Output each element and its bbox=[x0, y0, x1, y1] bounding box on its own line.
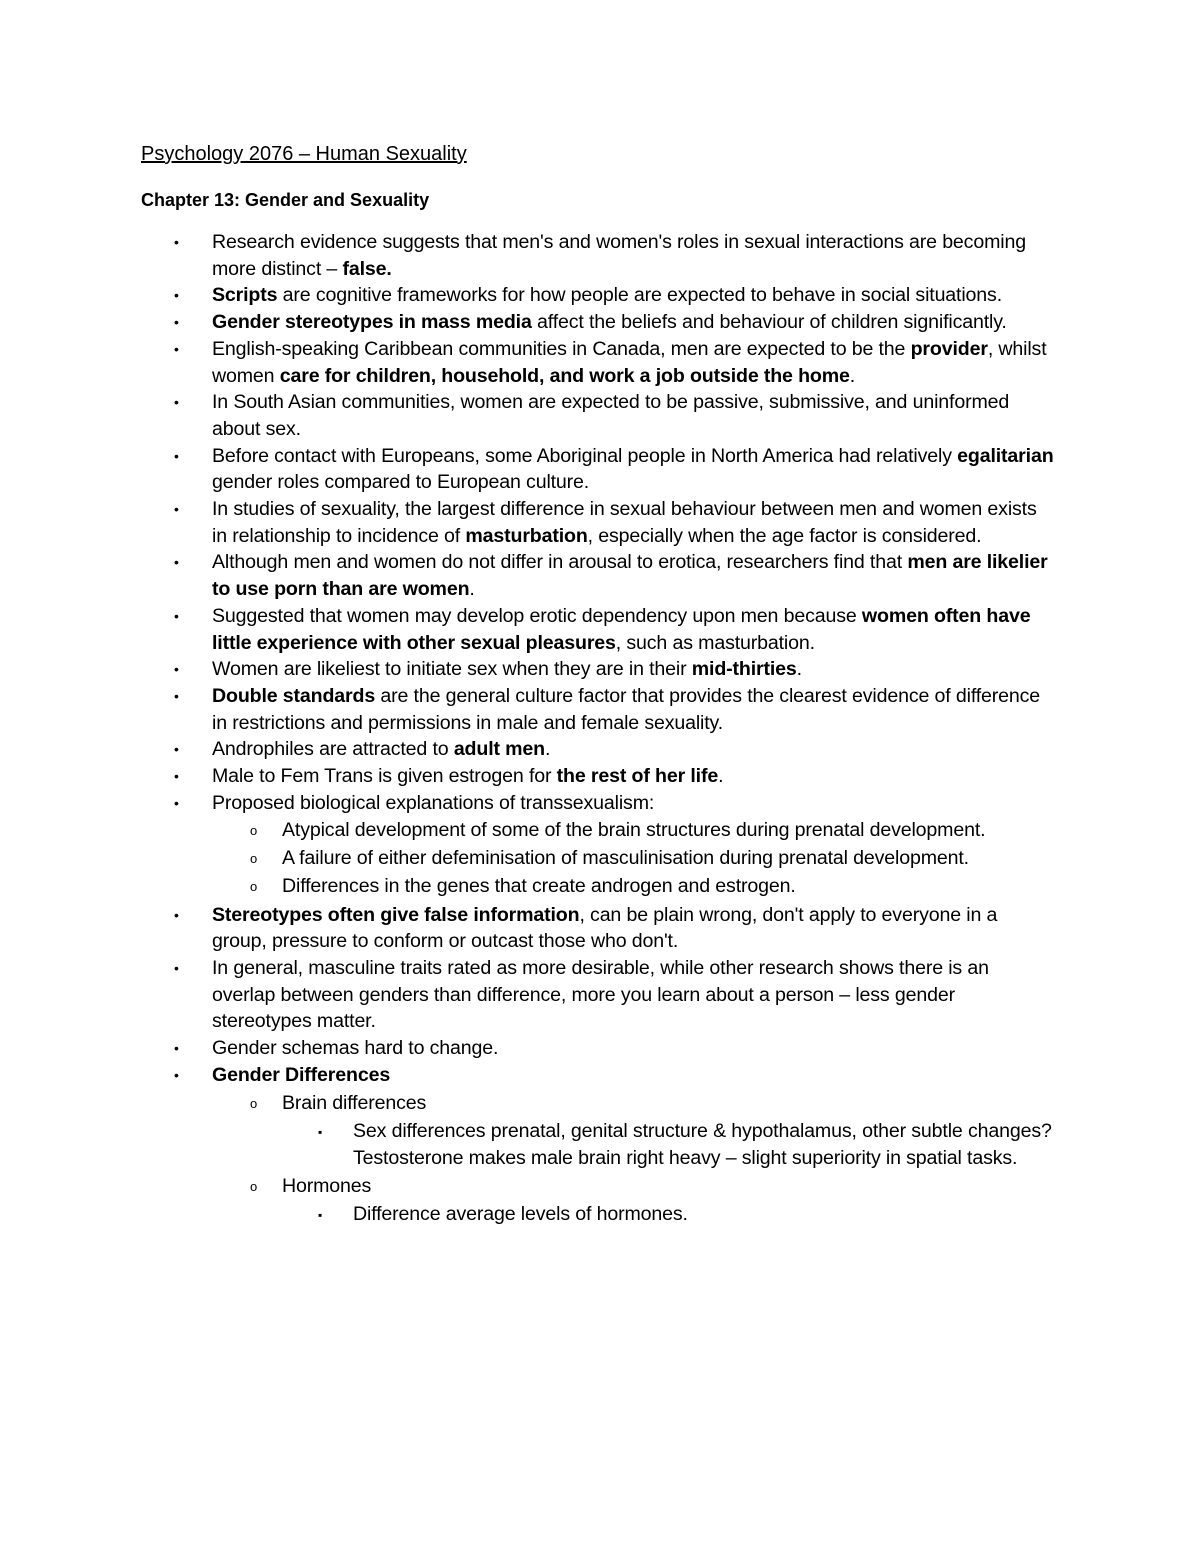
item-text: Brain differences bbox=[282, 1091, 427, 1114]
bullet-marker-icon: • bbox=[174, 1066, 179, 1083]
sub-bullet-item bbox=[0, 873, 1054, 900]
bullet-item bbox=[0, 282, 1054, 309]
course-title: Psychology 2076 – Human Sexuality bbox=[141, 143, 467, 165]
bold-text: adult men bbox=[453, 738, 545, 761]
item-text: , whilst women bbox=[212, 337, 1047, 387]
bullet-item bbox=[0, 496, 1054, 549]
bullet-item bbox=[0, 763, 1054, 790]
bullet-item bbox=[0, 336, 1054, 389]
bold-text: egalitarian bbox=[957, 444, 1054, 467]
bullet-item bbox=[0, 1062, 1054, 1089]
bold-text: men are likelier to use porn than are women bbox=[212, 551, 1048, 601]
sub-bullet-item bbox=[0, 1118, 1054, 1171]
bullet-marker-icon: • bbox=[174, 554, 179, 571]
item-text: Gender schemas hard to change. bbox=[212, 1037, 499, 1060]
bullet-marker-icon: • bbox=[174, 340, 179, 357]
item-text: In studies of sexuality, the largest difference in sexual behaviour between men and women exists in relationship to incidence of bbox=[212, 498, 1037, 547]
bullet-item bbox=[0, 549, 1054, 602]
item-text: Suggested that women may develop erotic dependency upon men because bbox=[212, 604, 862, 627]
bold-text: the rest of her life bbox=[556, 765, 719, 788]
bullet-marker-icon: • bbox=[174, 959, 179, 976]
bold-text: care for children, household, and work a job outside the home bbox=[279, 364, 850, 387]
bullet-marker-icon: • bbox=[174, 607, 179, 624]
item-text: , especially when the age factor is considered. bbox=[587, 524, 982, 547]
item-text: . bbox=[849, 364, 856, 387]
bullet-marker-icon: ▪ bbox=[318, 1208, 323, 1223]
bullet-item bbox=[0, 736, 1054, 763]
bold-text: Gender Differences bbox=[212, 1063, 391, 1086]
item-text: Differences in the genes that create androgen and estrogen. bbox=[282, 874, 796, 897]
item-text: Androphiles are attracted to bbox=[212, 738, 454, 761]
item-text: In South Asian communities, women are expected to be passive, submissive, and uninformed about sex. bbox=[212, 391, 1010, 440]
chapter-title: Chapter 13: Gender and Sexuality bbox=[141, 190, 430, 210]
bold-text: mid-thirties bbox=[691, 658, 797, 681]
item-text: affect the beliefs and behaviour of children significantly. bbox=[531, 311, 1007, 334]
bullet-item bbox=[0, 603, 1054, 656]
item-text: . bbox=[545, 738, 551, 761]
bullet-marker-icon: • bbox=[174, 906, 179, 923]
sub-bullet-item bbox=[0, 1173, 1054, 1200]
item-text: A failure of either defeminisation of masculinisation during prenatal development. bbox=[282, 847, 969, 870]
item-text: Women are likeliest to initiate sex when they are in their bbox=[212, 658, 692, 681]
bullet-item bbox=[0, 389, 1054, 442]
bullet-marker-icon: • bbox=[174, 447, 179, 464]
item-text: English-speaking Caribbean communities in Canada, men are expected to be the bbox=[212, 337, 911, 360]
item-text: Male to Fem Trans is given estrogen for bbox=[212, 765, 557, 788]
item-text: gender roles compared to European culture. bbox=[212, 471, 590, 494]
item-text: In general, masculine traits rated as more desirable, while other research shows there is an overlap between genders than difference, more you learn about a person – less gender stereotypes matter. bbox=[212, 956, 989, 1033]
bullet-marker-icon: • bbox=[174, 501, 179, 518]
bold-text: false. bbox=[342, 257, 392, 280]
item-text: Research evidence suggests that men's and women's roles in sexual interactions are becoming more distinct – bbox=[212, 231, 1026, 280]
item-text: Proposed biological explanations of transsexualism: bbox=[212, 791, 655, 814]
bold-text: Gender stereotypes in mass media bbox=[212, 311, 532, 334]
bullet-marker-icon: • bbox=[174, 768, 179, 785]
item-text: Difference average levels of hormones. bbox=[353, 1203, 688, 1226]
bullet-marker-icon: • bbox=[174, 1040, 179, 1057]
sub-bullet-item bbox=[0, 1090, 1054, 1117]
bold-text: Double standards bbox=[212, 684, 376, 707]
bold-text: Scripts bbox=[212, 284, 278, 307]
bullet-marker-icon: • bbox=[174, 794, 179, 811]
item-text: Although men and women do not differ in arousal to erotica, researchers find that bbox=[212, 551, 908, 574]
item-text: . bbox=[796, 658, 802, 681]
bullet-item bbox=[0, 683, 1054, 736]
item-text: Atypical development of some of the brain structures during prenatal development. bbox=[282, 819, 986, 842]
item-text: , such as masturbation. bbox=[615, 631, 815, 654]
bold-text: masturbation bbox=[465, 524, 588, 547]
bullet-item bbox=[0, 443, 1054, 496]
bullet-item bbox=[0, 309, 1054, 336]
item-text: are the general culture factor that provides the clearest evidence of difference in restrictions and permissions in male and female sexuality. bbox=[212, 684, 1041, 734]
bullet-marker-icon: • bbox=[174, 661, 179, 678]
bullet-marker-icon: • bbox=[174, 234, 179, 250]
item-text: , can be plain wrong, don't apply to everyone in a group, pressure to conform or outcast those who don't. bbox=[212, 903, 998, 953]
bullet-marker-icon: o bbox=[250, 851, 258, 867]
bullet-item bbox=[0, 656, 1054, 683]
bullet-marker-icon: • bbox=[174, 314, 179, 331]
bullet-item bbox=[0, 902, 1054, 955]
sub-bullet-item bbox=[0, 845, 1054, 872]
bullet-marker-icon: o bbox=[250, 1095, 258, 1111]
bullet-marker-icon: o bbox=[250, 1178, 258, 1194]
sub-bullet-item bbox=[0, 817, 1054, 844]
bold-text: provider bbox=[910, 337, 988, 360]
bold-text: women often have little experience with other sexual pleasures bbox=[212, 604, 1031, 654]
bullet-item bbox=[0, 955, 1054, 1035]
bullet-marker-icon: o bbox=[250, 878, 258, 894]
bullet-item bbox=[0, 790, 1054, 817]
notes-list bbox=[0, 229, 1200, 1228]
sub-bullet-item bbox=[0, 1201, 1054, 1228]
bullet-marker-icon: ▪ bbox=[318, 1125, 323, 1140]
bold-text: Stereotypes often give false information bbox=[212, 903, 580, 926]
item-text: are cognitive frameworks for how people are expected to behave in social situations. bbox=[277, 284, 1002, 307]
item-text: Sex differences prenatal, genital structure & hypothalamus, other subtle changes? Testosterone makes male brain right heavy – slight superiority in spatial tasks. bbox=[353, 1120, 1052, 1169]
bullet-marker-icon: • bbox=[174, 287, 179, 304]
item-text: Hormones bbox=[282, 1174, 372, 1197]
bullet-marker-icon: • bbox=[174, 394, 179, 411]
bullet-marker-icon: o bbox=[250, 823, 258, 839]
bullet-marker-icon: • bbox=[174, 741, 179, 758]
bullet-item bbox=[0, 1035, 1054, 1062]
item-text: Before contact with Europeans, some Aboriginal people in North America had relatively bbox=[212, 444, 958, 467]
bullet-marker-icon: • bbox=[174, 687, 179, 704]
item-text: . bbox=[718, 765, 724, 788]
item-text: . bbox=[469, 578, 475, 601]
bullet-item bbox=[0, 229, 1054, 282]
